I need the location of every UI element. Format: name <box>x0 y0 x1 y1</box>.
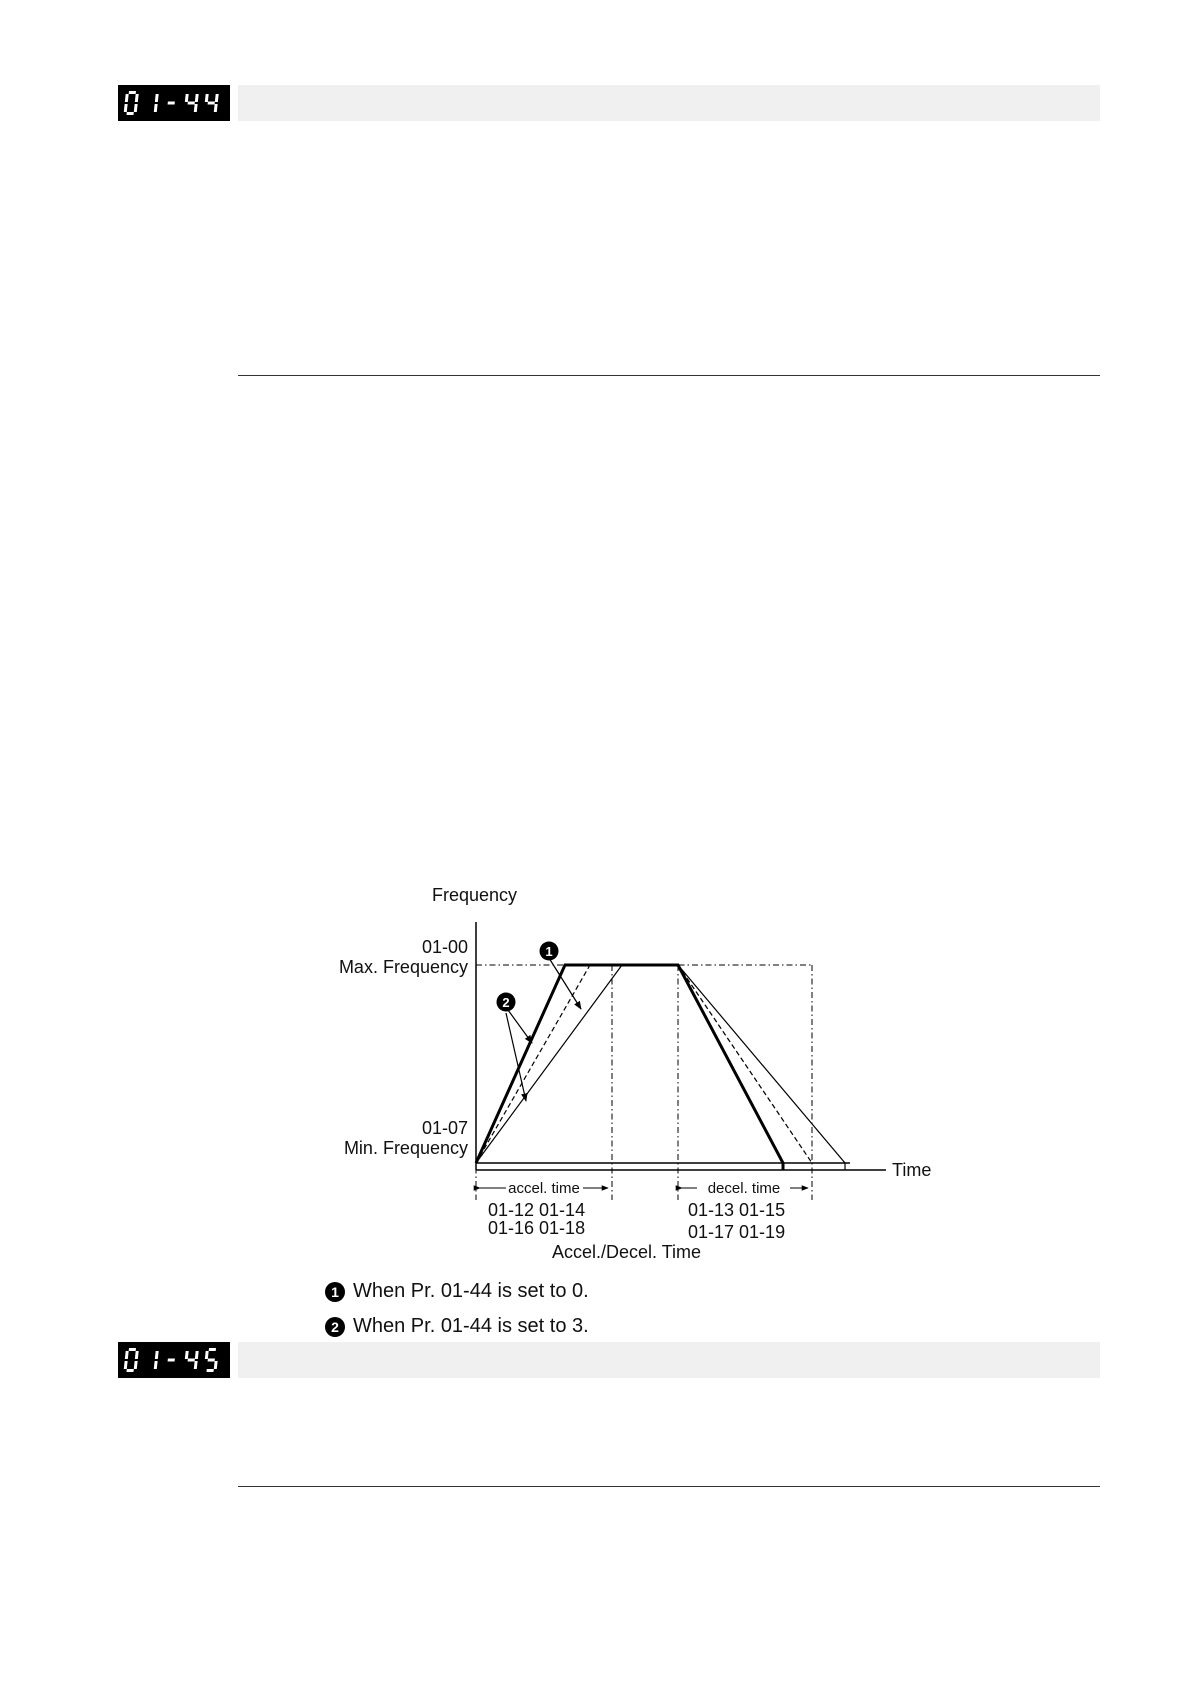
section-divider <box>238 375 1100 376</box>
curve-setting-0 <box>476 965 783 1170</box>
seven-segment-digit <box>123 1348 139 1372</box>
seven-segment-display <box>118 1342 230 1378</box>
accel-params-row2: 01-16 01-18 <box>488 1218 586 1238</box>
seven-segment-digit <box>184 1351 199 1369</box>
seven-segment-digit <box>154 1351 159 1369</box>
accel-params-row1: 01-12 01-14 <box>488 1200 586 1220</box>
param-header-01-45 <box>118 1342 1100 1378</box>
marker2-badge: 2 <box>325 1317 345 1337</box>
param-title-band <box>238 1342 1100 1378</box>
param-code-display <box>118 85 230 121</box>
decel-params-row1: 01-13 01-15 <box>688 1200 786 1220</box>
curve-dashed-decel <box>678 965 812 1163</box>
max-frequency-label: Max. Frequency <box>338 957 468 977</box>
seven-segment-digit <box>123 91 139 115</box>
section-divider <box>238 1486 1100 1487</box>
accel-decel-chart <box>300 880 940 1260</box>
chart-caption: Accel./Decel. Time <box>552 1242 702 1260</box>
marker2-number: 2 <box>502 995 510 1010</box>
seven-segment-digit <box>168 1359 175 1362</box>
note-2 <box>325 1315 589 1338</box>
curve-setting-3-decel <box>678 965 845 1170</box>
note-1 <box>325 1280 589 1303</box>
seven-segment-digit <box>184 94 199 112</box>
decel-time-label: decel. time <box>707 1180 781 1197</box>
marker1-badge: 1 <box>325 1282 345 1302</box>
seven-segment-digit <box>168 102 175 105</box>
note-1-text: When Pr. 01-44 is set to 0. <box>353 1280 589 1302</box>
seven-segment-digit <box>204 94 219 112</box>
param-header-01-44 <box>118 85 1100 121</box>
curve-setting-3-accel <box>476 965 622 1163</box>
decel-params-row2: 01-17 01-19 <box>688 1222 786 1242</box>
y-axis-label: Frequency <box>432 885 518 905</box>
curve-dashed-accel <box>476 965 590 1163</box>
marker1-number: 1 <box>545 944 553 959</box>
accel-time-label: accel. time <box>508 1180 580 1197</box>
max-frequency-code: 01-00 <box>421 937 468 957</box>
min-frequency-code: 01-07 <box>421 1118 468 1138</box>
seven-segment-digit <box>203 1348 219 1372</box>
seven-segment-display <box>118 85 230 121</box>
reference-lines <box>476 965 812 1200</box>
seven-segment-digit <box>154 94 159 112</box>
x-axis-label: Time <box>892 1160 932 1180</box>
param-code-display <box>118 1342 230 1378</box>
param-title-band <box>238 85 1100 121</box>
min-frequency-label: Min. Frequency <box>343 1138 468 1158</box>
note-2-text: When Pr. 01-44 is set to 3. <box>353 1315 589 1337</box>
